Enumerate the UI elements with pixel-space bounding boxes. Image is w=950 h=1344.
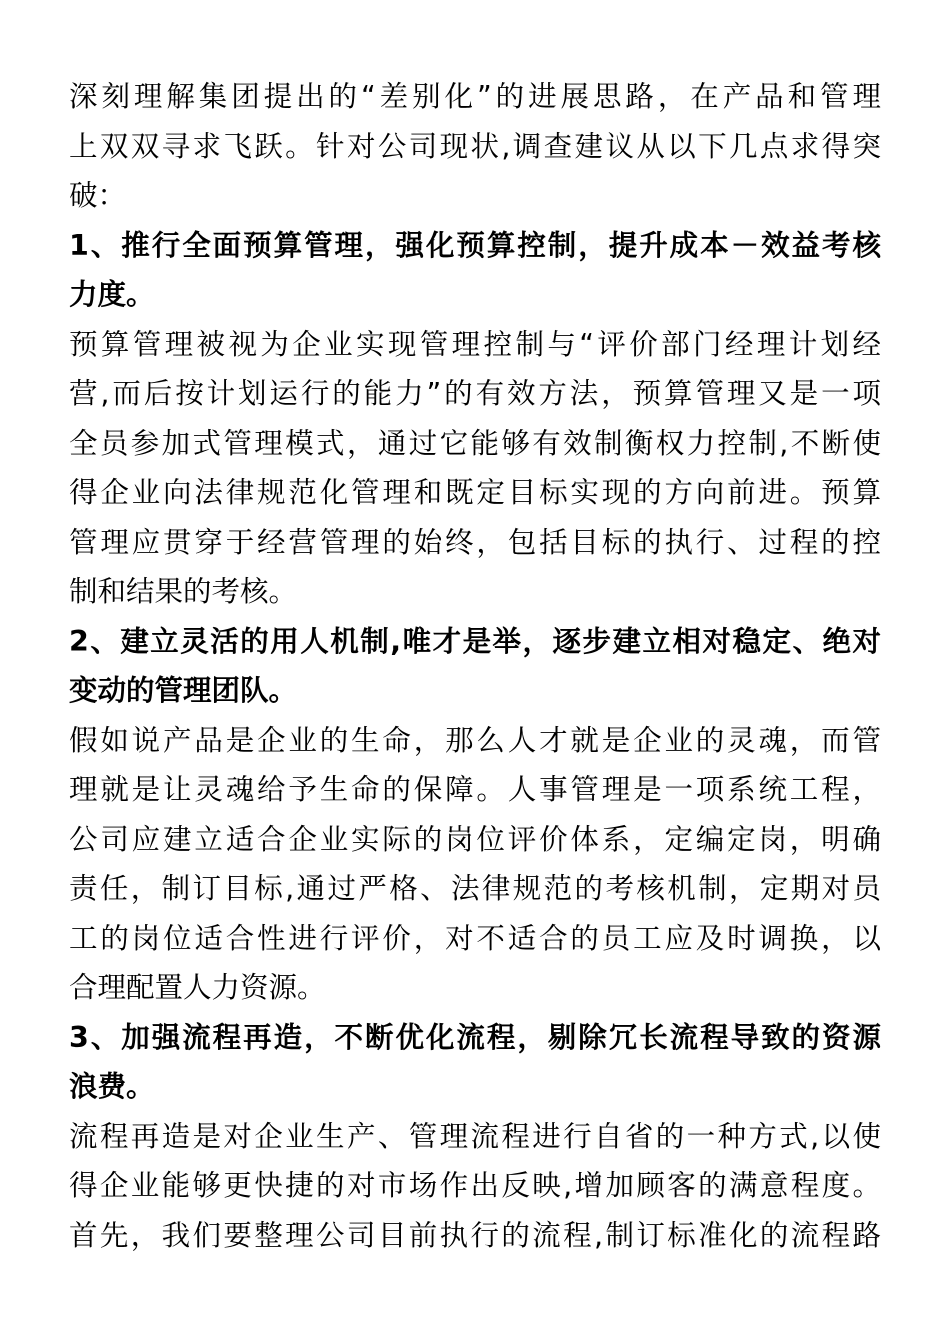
paragraph-line: 理就是让灵魂给予生命的保障。人事管理是一项系统工程，: [69, 773, 881, 806]
section-heading-line: 浪费。: [69, 1070, 155, 1103]
paragraph-line: 流程再造是对企业生产、管理流程进行自省的一种方式,以使: [69, 1119, 881, 1153]
section-heading-line: 变动的管理团队。: [69, 674, 298, 707]
paragraph-line: 得企业向法律规范化管理和既定目标实现的方向前进。预算: [69, 476, 881, 509]
section-heading-line: 3、加强流程再造，不断优化流程，剔除冗长流程导致的资源: [69, 1020, 881, 1054]
paragraph-line: 管理应贯穿于经营管理的始终，包括目标的执行、过程的控: [69, 525, 881, 559]
paragraph-line: 营,而后按计划运行的能力”的有效方法，预算管理又是一项: [69, 377, 881, 410]
paragraph-line: 得企业能够更快捷的对市场作出反映,增加顾客的满意程度。: [69, 1169, 881, 1202]
paragraph-line: 首先，我们要整理公司目前执行的流程,制订标准化的流程路: [69, 1218, 881, 1252]
paragraph-line: 工的岗位适合性进行评价，对不适合的员工应及时调换，以: [69, 921, 881, 955]
paragraph-line: 假如说产品是企业的生命，那么人才就是企业的灵魂，而管: [69, 723, 881, 757]
paragraph-line: 预算管理被视为企业实现管理控制与“评价部门经理计划经: [69, 327, 881, 361]
paragraph-line: 全员参加式管理模式，通过它能够有效制衡权力控制,不断使: [69, 426, 881, 460]
paragraph-line: 责任，制订目标,通过严格、法律规范的考核机制，定期对员: [69, 872, 881, 905]
paragraph-line: 破：: [69, 179, 127, 212]
paragraph-line: 制和结果的考核。: [69, 575, 298, 608]
section-heading-line: 2、建立灵活的用人机制,唯才是举，逐步建立相对稳定、绝对: [69, 624, 881, 658]
paragraph-line: 深刻理解集团提出的“差别化”的进展思路，在产品和管理: [69, 80, 881, 113]
paragraph-line: 上双双寻求飞跃。针对公司现状,调查建议从以下几点求得突: [69, 129, 881, 163]
document-body: [69, 72, 881, 1260]
section-heading-line: 力度。: [69, 278, 155, 311]
paragraph-line: 公司应建立适合企业实际的岗位评价体系，定编定岗，明确: [69, 822, 881, 856]
section-heading-line: 1、推行全面预算管理，强化预算控制，提升成本－效益考核: [69, 228, 881, 262]
paragraph-line: 合理配置人力资源。: [69, 971, 326, 1004]
